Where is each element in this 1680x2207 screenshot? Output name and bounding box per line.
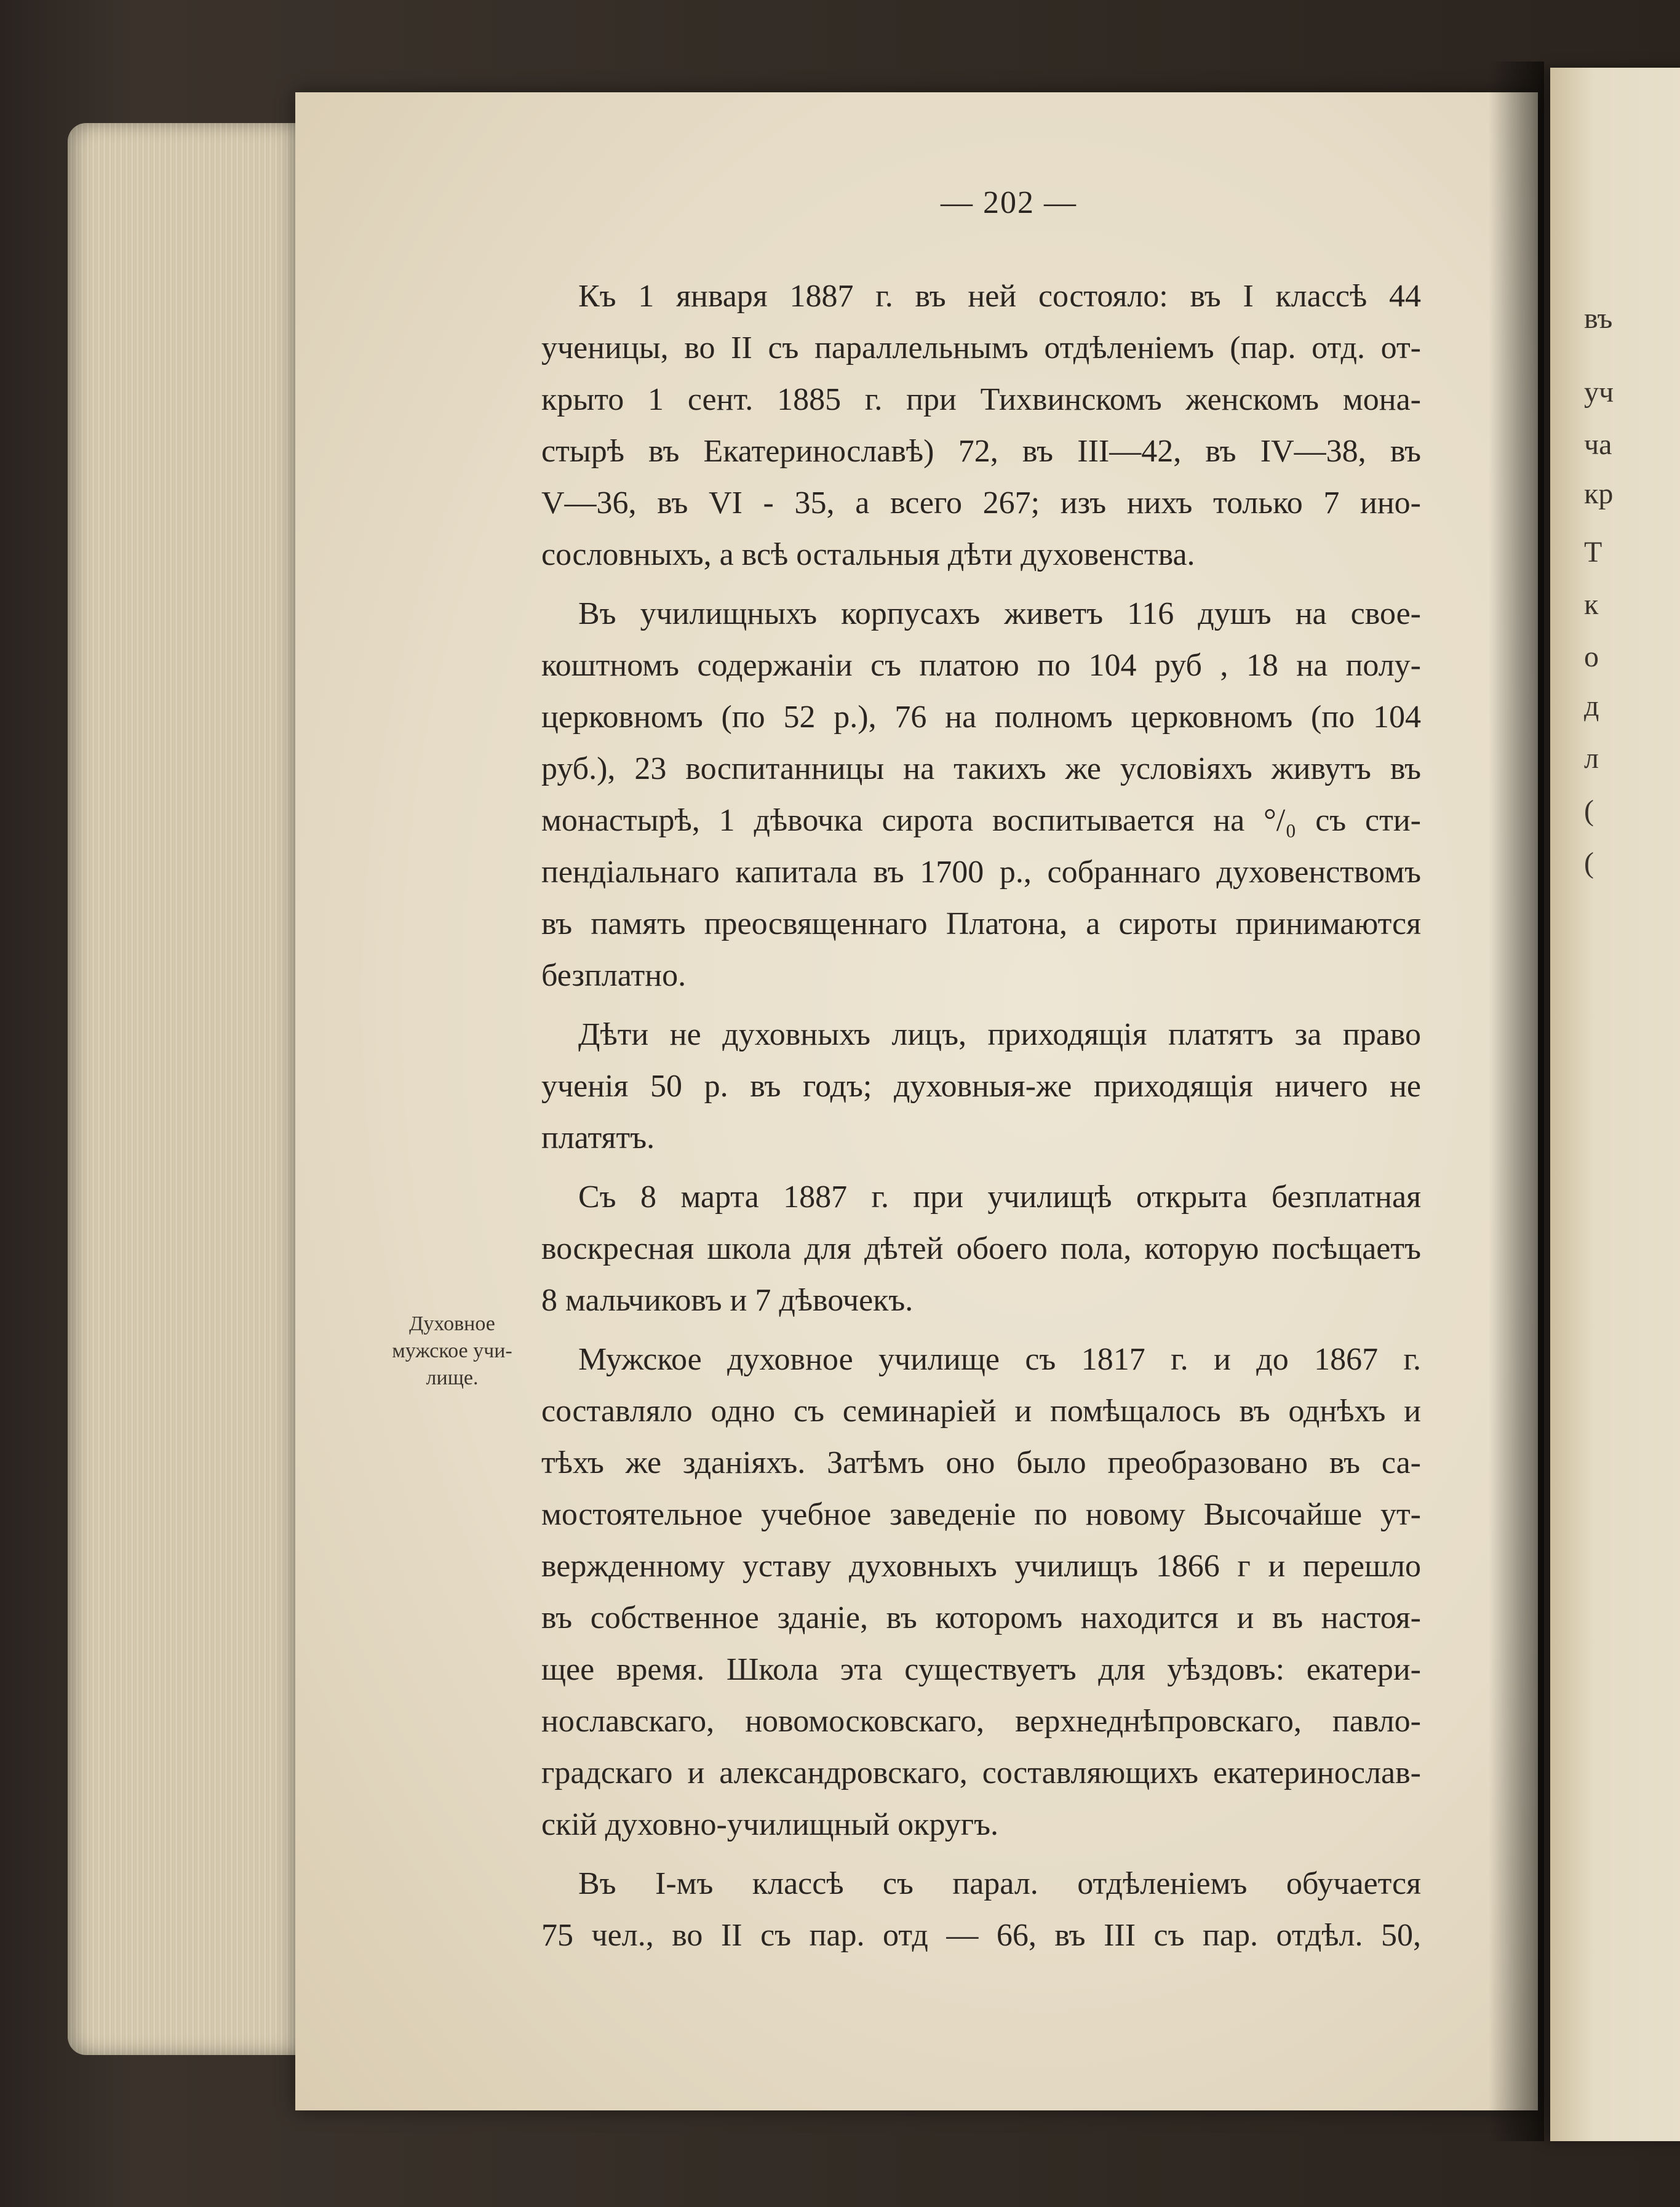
page-number: — 202 — bbox=[941, 185, 1077, 220]
text-line: 8 мальчиковъ и 7 дѣвочекъ. bbox=[541, 1283, 914, 1318]
spine-shadow bbox=[1489, 62, 1544, 2141]
facing-page bbox=[1550, 68, 1680, 2141]
text-line: градскаго и александровскаго, составляющихъ екатеринослав- bbox=[541, 1755, 1421, 1790]
text-line: безплатно. bbox=[541, 958, 687, 993]
fragment: к bbox=[1584, 588, 1599, 621]
fragment: д bbox=[1584, 690, 1599, 722]
margin-note-line: Духовное bbox=[409, 1312, 495, 1335]
fragment: въ bbox=[1584, 302, 1613, 335]
fragment: уч bbox=[1584, 376, 1614, 409]
text-line: коштномъ содержаніи съ платою по 104 руб , 18 на полу- bbox=[541, 648, 1421, 683]
text-line: тѣхъ же зданіяхъ. Затѣмъ оно было преобразовано въ са- bbox=[541, 1445, 1421, 1480]
text-line: скій духовно-училищный округъ. bbox=[541, 1807, 998, 1842]
text-line: щее время. Школа эта существуетъ для уѣздовъ: екатери- bbox=[541, 1652, 1421, 1687]
text-line: Въ I-мъ классѣ съ парал. отдѣленіемъ обучается bbox=[578, 1866, 1421, 1901]
paragraph-5 bbox=[541, 1334, 1421, 1851]
text-line: нославскаго, новомосковскаго, верхнеднѣпровскаго, павло- bbox=[541, 1704, 1421, 1739]
text-line: руб.), 23 воспитанницы на такихъ же условіяхъ живутъ въ bbox=[541, 751, 1421, 786]
paragraph-1 bbox=[541, 271, 1421, 581]
text-line: крыто 1 сент. 1885 г. при Тихвинскомъ женскомъ мона- bbox=[541, 382, 1421, 417]
text-line: вержденному уставу духовныхъ училищъ 1866 г и перешло bbox=[541, 1549, 1421, 1584]
body-text bbox=[541, 271, 1421, 1969]
text-line: въ память преосвященнаго Платона, а сироты принимаются bbox=[541, 906, 1421, 941]
paragraph-4 bbox=[541, 1171, 1421, 1327]
text-line: ученицы, во II съ параллельнымъ отдѣленіемъ (пар. отд. от- bbox=[541, 330, 1421, 365]
fragment: кр bbox=[1584, 477, 1614, 510]
text-line: Къ 1 января 1887 г. въ ней состояло: въ I классѣ 44 bbox=[578, 279, 1421, 314]
fragment: ( bbox=[1584, 794, 1594, 827]
text-line: Мужское духовное училище съ 1817 г. и до 1867 г. bbox=[578, 1342, 1421, 1377]
text-line: сословныхъ, а всѣ остальныя дѣти духовенства. bbox=[541, 537, 1195, 572]
text-line: Съ 8 марта 1887 г. при училищѣ открыта безплатная bbox=[578, 1179, 1421, 1215]
text-line: воскресная школа для дѣтей обоего пола, которую посѣщаетъ bbox=[541, 1231, 1421, 1266]
text-line: мостоятельное учебное заведеніе по новому Высочайше ут- bbox=[541, 1497, 1421, 1532]
text-line: стырѣ въ Екатеринославѣ) 72, въ III—42, въ IV—38, въ bbox=[541, 434, 1421, 469]
text-line: 75 чел., во II съ пар. отд — 66, въ III съ пар. отдѣл. 50, bbox=[541, 1918, 1421, 1953]
fragment: ча bbox=[1584, 428, 1612, 461]
fragment: о bbox=[1584, 641, 1599, 673]
text-line: монастырѣ, 1 дѣвочка сирота воспитывается на °/₀ съ сти- bbox=[541, 803, 1421, 838]
fragment: л bbox=[1584, 742, 1599, 775]
fragment: ( bbox=[1584, 847, 1594, 879]
fragment: Т bbox=[1584, 536, 1602, 569]
text-line: составляло одно съ семинаріей и помѣщалось въ однѣхъ и bbox=[541, 1394, 1421, 1429]
paragraph-2 bbox=[541, 588, 1421, 1002]
text-line: платятъ. bbox=[541, 1120, 655, 1155]
book-page-edges bbox=[68, 123, 301, 2055]
text-line: пендіальнаго капитала въ 1700 р., собраннаго духовенствомъ bbox=[541, 855, 1421, 890]
text-line: Дѣти не духовныхъ лицъ, приходящія платятъ за право bbox=[578, 1017, 1421, 1052]
margin-note-line: лище. bbox=[426, 1367, 479, 1389]
margin-note bbox=[378, 1311, 526, 1392]
text-line: церковномъ (по 52 р.), 76 на полномъ церковномъ (по 104 bbox=[541, 700, 1421, 735]
text-line: въ собственное зданіе, въ которомъ находится и въ настоя- bbox=[541, 1600, 1421, 1635]
paragraph-6 bbox=[541, 1858, 1421, 1962]
margin-note-line: мужское учи- bbox=[392, 1339, 512, 1362]
text-line: Въ училищныхъ корпусахъ живетъ 116 душъ на свое- bbox=[578, 596, 1421, 631]
paragraph-3 bbox=[541, 1009, 1421, 1164]
text-line: ученія 50 р. въ годъ; духовныя-же приходящія ничего не bbox=[541, 1069, 1421, 1104]
text-line: V—36, въ VI - 35, а всего 267; изъ нихъ только 7 ино- bbox=[541, 485, 1421, 521]
